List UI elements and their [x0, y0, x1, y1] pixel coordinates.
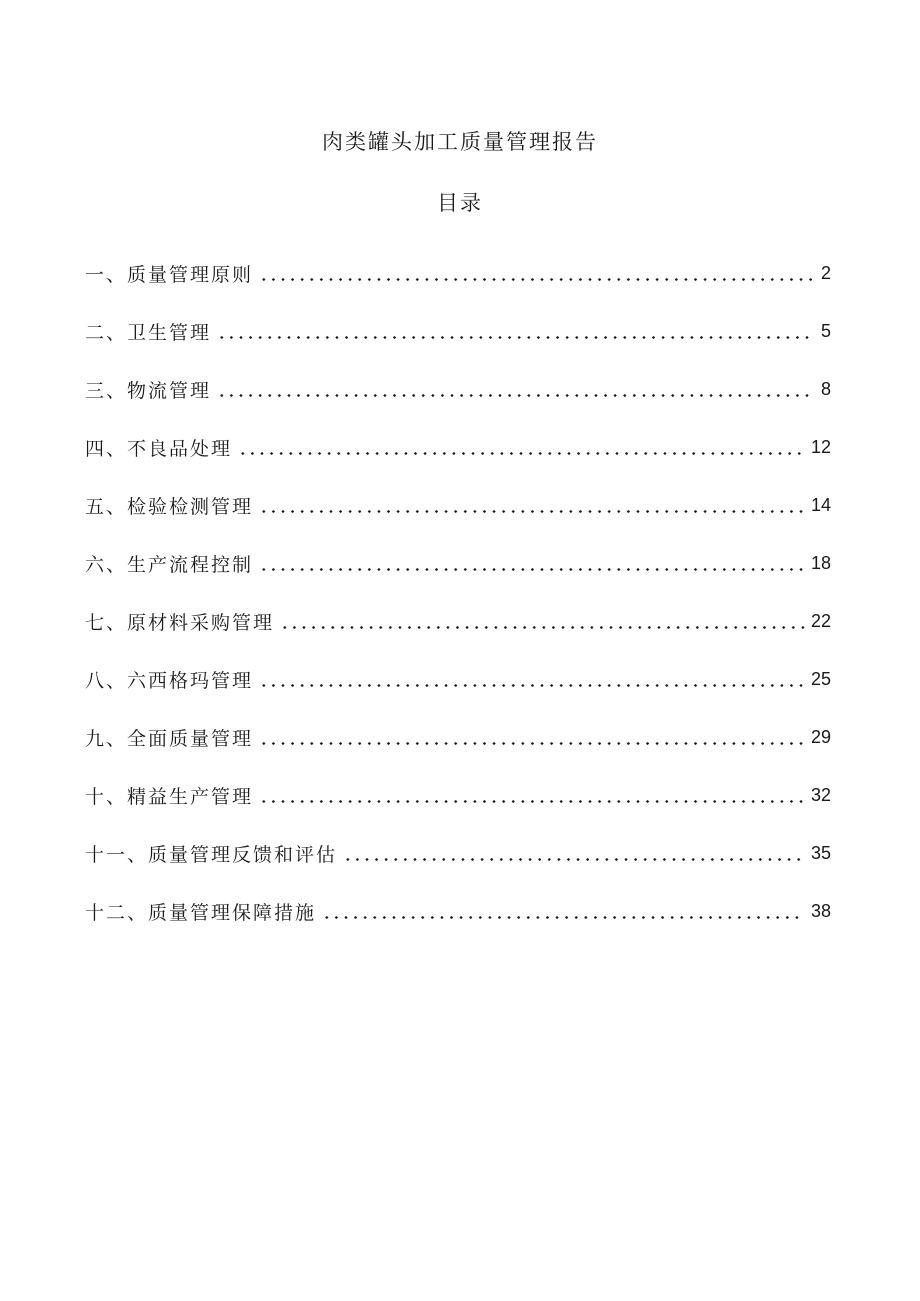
toc-entry-label: 十二、质量管理保障措施	[85, 901, 317, 924]
toc-entry-page: 32	[810, 784, 831, 805]
toc-entry-label: 四、不良品处理	[85, 437, 233, 460]
toc-entry[interactable]	[85, 708, 831, 766]
toc-entry-page: 25	[810, 668, 831, 689]
toc-dot-leader	[322, 916, 805, 919]
toc-entry-page: 22	[810, 610, 831, 631]
toc-entry[interactable]	[85, 766, 831, 824]
toc-entry[interactable]	[85, 824, 831, 882]
toc-dot-leader	[343, 858, 805, 861]
toc-entry-label: 九、全面质量管理	[85, 727, 254, 750]
toc-entry-page: 8	[820, 378, 831, 399]
document-title: 肉类罐头加工质量管理报告	[322, 130, 598, 154]
toc-entry-label: 一、质量管理原则	[85, 263, 254, 286]
toc-entry[interactable]	[85, 418, 831, 476]
toc-entry[interactable]	[85, 534, 831, 592]
toc-entry[interactable]	[85, 650, 831, 708]
toc-entry[interactable]	[85, 882, 831, 940]
toc-dot-leader	[217, 394, 815, 397]
toc-entry-page: 14	[810, 494, 831, 515]
toc-heading: 目录	[437, 191, 483, 215]
toc-entry-page: 35	[810, 842, 831, 863]
toc-entry-page: 18	[810, 552, 831, 573]
toc-entry[interactable]	[85, 244, 831, 302]
toc-dot-leader	[259, 684, 805, 687]
toc-entry-page: 2	[820, 262, 831, 283]
toc-entry-page: 29	[810, 726, 831, 747]
toc-entry-label: 三、物流管理	[85, 379, 212, 402]
toc-dot-leader	[238, 452, 805, 455]
toc-dot-leader	[259, 568, 805, 571]
table-of-contents	[85, 244, 831, 940]
toc-entry[interactable]	[85, 302, 831, 360]
toc-entry[interactable]	[85, 360, 831, 418]
toc-entry-label: 十、精益生产管理	[85, 785, 254, 808]
toc-entry-label: 二、卫生管理	[85, 321, 212, 344]
toc-dot-leader	[259, 800, 805, 803]
toc-entry[interactable]	[85, 476, 831, 534]
toc-dot-leader	[280, 626, 805, 629]
toc-entry-page: 38	[810, 900, 831, 921]
toc-entry[interactable]	[85, 592, 831, 650]
toc-entry-label: 五、检验检测管理	[85, 495, 254, 518]
toc-dot-leader	[259, 510, 805, 513]
toc-entry-label: 十一、质量管理反馈和评估	[85, 843, 338, 866]
toc-entry-label: 六、生产流程控制	[85, 553, 254, 576]
toc-entry-label: 八、六西格玛管理	[85, 669, 254, 692]
toc-entry-page: 12	[810, 436, 831, 457]
toc-entry-label: 七、原材料采购管理	[85, 611, 275, 634]
toc-dot-leader	[259, 278, 815, 281]
toc-dot-leader	[217, 336, 815, 339]
toc-entry-page: 5	[820, 320, 831, 341]
toc-dot-leader	[259, 742, 805, 745]
